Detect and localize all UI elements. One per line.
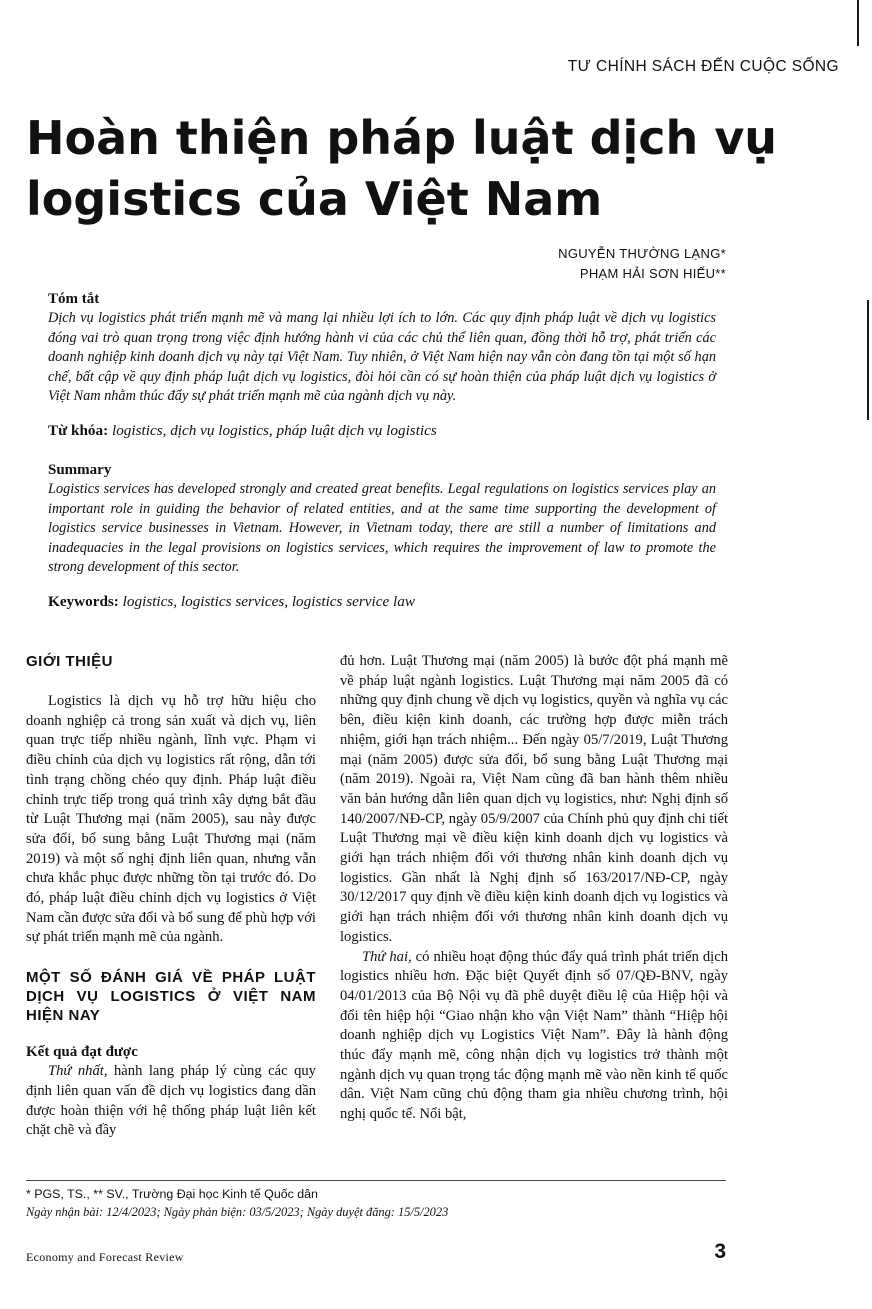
intro-heading: GIỚI THIỆU bbox=[26, 653, 113, 670]
first-point-text: hành lang pháp lý cùng các quy định liên quan vấn đề dịch vụ logistics đang dần được hoàn thiện với hệ thống pháp luật liên kết chặt chẽ và đầy bbox=[26, 1063, 316, 1139]
section-label: TƯ CHÍNH SÁCH ĐẾN CUỘC SỐNG bbox=[567, 58, 839, 75]
paragraph-continued: đủ hơn. Luật Thương mại (năm 2005) là bước đột phá mạnh mẽ về pháp luật ngành logistics. Luật Thương mại năm 2005 đã có những quy định chung về dịch vụ logistics, quyền và nghĩa vụ các bên, điều kiện kinh doanh, các trường hợp được miễn trách nhiệm, giới hạn trách nhiệm... Đến ngày 05/7/2019, Luật Thương mại (năm 2005) được sửa đổi, bổ sung bằng Luật Thương mại (năm 2019). Ngoài ra, Việt Nam cũng đã ban hành thêm nhiều văn bản hướng dẫn liên quan dịch vụ logistics, như: Nghị định số 140/2007/NĐ-CP, ngày 05/9/2007 của Chính phủ quy định chi tiết Luật Thương mại về điều kiện kinh doanh dịch vụ logistics và giới hạn trách nhiệm đối với thương nhân kinh doanh dịch vụ logistics. Gần nhất là Nghị định số 163/2017/NĐ-CP, ngày 30/12/2017 quy định về điều kiện kinh doanh dịch vụ logistics và giới hạn trách nhiệm đối với thương nhân kinh doanh dịch vụ logistics. bbox=[340, 653, 728, 945]
right-margin-rule bbox=[867, 300, 869, 420]
body-column-right bbox=[340, 652, 728, 1125]
first-point-lead: Thứ nhất, bbox=[48, 1063, 108, 1080]
subsection-heading: Kết quả đạt được bbox=[26, 1044, 138, 1061]
section-heading: MỘT SỐ ĐÁNH GIÁ VỀ PHÁP LUẬT DỊCH VỤ LOGISTICS Ở VIỆT NAM HIỆN NAY bbox=[26, 969, 316, 1025]
paragraph-second-point bbox=[340, 948, 728, 1125]
keywords-vi-values: logistics, dịch vụ logistics, pháp luật dịch vụ logistics bbox=[111, 421, 437, 439]
keywords-en-label: Keywords: bbox=[48, 592, 119, 610]
footnotes bbox=[26, 1180, 726, 1221]
abstract-vi bbox=[48, 290, 716, 441]
footnote-dates: Ngày nhận bài: 12/4/2023; Ngày phản biện: 03/5/2023; Ngày duyệt đăng: 15/5/2023 bbox=[26, 1205, 449, 1219]
keywords-en bbox=[48, 592, 716, 612]
paragraph-first-point bbox=[26, 1062, 316, 1141]
author-2: PHẠM HẢI SƠN HIẾU** bbox=[579, 266, 726, 281]
abstract-vi-text: Dịch vụ logistics phát triển mạnh mẽ và mang lại nhiều lợi ích to lớn. Các quy định pháp luật về dịch vụ logistics đóng vai trò quan trọng trong việc định hướng hành vi của các chủ thể liên quan, đồng thời hỗ trợ, phát triển các doanh nghiệp kinh doanh dịch vụ này tại Việt Nam. Tuy nhiên, ở Việt Nam hiện nay vẫn còn đang tồn tại một số hạn chế, bất cập về quy định pháp luật dịch vụ logistics, đòi hỏi cần có sự hoàn thiện của pháp luật dịch vụ logistics ở Việt Nam nhằm thúc đẩy sự phát triển mạnh mẽ của ngành dịch vụ này. bbox=[48, 310, 716, 405]
authors bbox=[558, 244, 726, 284]
body-column-left bbox=[26, 652, 316, 1141]
abstract-vi-heading: Tóm tắt bbox=[48, 291, 100, 307]
journal-name: Economy and Forecast Review bbox=[26, 1250, 184, 1264]
second-point-text: có nhiều hoạt động thúc đẩy quá trình phát triển dịch logistics nhiều hơn. Đặc biệt Quyết định số 07/QĐ-BNV, ngày 04/01/2013 của Bộ Nội vụ đã phê duyệt điều lệ của Hiệp hội và đổi tên hiệp hội “Giao nhận kho vận Việt Nam” thành “Hiệp hội doanh nghiệp dịch vụ Logistics Việt Nam”. Đây là hành động thúc đẩy mạnh mẽ, công nhận dịch vụ logistics trở thành một ngành dịch vụ quan trọng tác động mạnh mẽ vào nền kinh tế quốc dân. Việt Nam cũng chủ động tham gia nhiều chương trình, hội nghị quốc tế. Nổi bật, bbox=[340, 948, 728, 1123]
page-number: 3 bbox=[714, 1240, 726, 1263]
keywords-en-values: logistics, logistics services, logistics service law bbox=[122, 592, 415, 610]
keywords-vi-label: Từ khóa: bbox=[48, 421, 109, 439]
abstract-en-text: Logistics services has developed strongly and created great benefits. Legal regulations on logistics services play an important role in guiding the behavior of related entities, and at the same time supporting the development of logistics service businesses in Vietnam. However, in Vietnam today, there are still a number of limitations and inadequacies in the legal provisions on logistics services, which requires the improvement of law to promote the strong development of this sector. bbox=[48, 480, 716, 576]
top-edge-line bbox=[857, 0, 859, 46]
abstract-en bbox=[48, 461, 716, 612]
intro-paragraph: Logistics là dịch vụ hỗ trợ hữu hiệu cho doanh nghiệp cả trong sản xuất và dịch vụ, liên quan trực tiếp nhiều ngành, lĩnh vực. Phạm vi điều chỉnh của dịch vụ logistics rất rộng, dẫn tới tình trạng chồng chéo quy định. Pháp luật điều chỉnh trực tiếp trong quá trình xây dựng bắt đầu từ Luật Thương mại (năm 2005), sau này được sửa đổi, bổ sung bằng Luật Thương mại (năm 2019) và một số nghị định liên quan, nhưng vẫn chưa khắc phục được những tồn tại trước đó. Do đó, pháp luật điều chỉnh dịch vụ logistics ở Việt Nam cần được sửa đổi và bổ sung để phù hợp với sự phát triển mạnh mẽ của ngành. bbox=[26, 693, 316, 946]
abstract-en-heading: Summary bbox=[48, 461, 112, 478]
second-point-lead: Thứ hai, bbox=[362, 948, 412, 965]
abstract-block bbox=[48, 290, 716, 612]
keywords-vi bbox=[48, 421, 716, 441]
article-title: Hoàn thiện pháp luật dịch vụ logistics của Việt Nam bbox=[26, 111, 778, 226]
author-1: NGUYỄN THƯỜNG LẠNG* bbox=[558, 246, 726, 261]
footnote-affiliation: * PGS, TS., ** SV., Trường Đại học Kinh tế Quốc dân bbox=[26, 1187, 318, 1201]
